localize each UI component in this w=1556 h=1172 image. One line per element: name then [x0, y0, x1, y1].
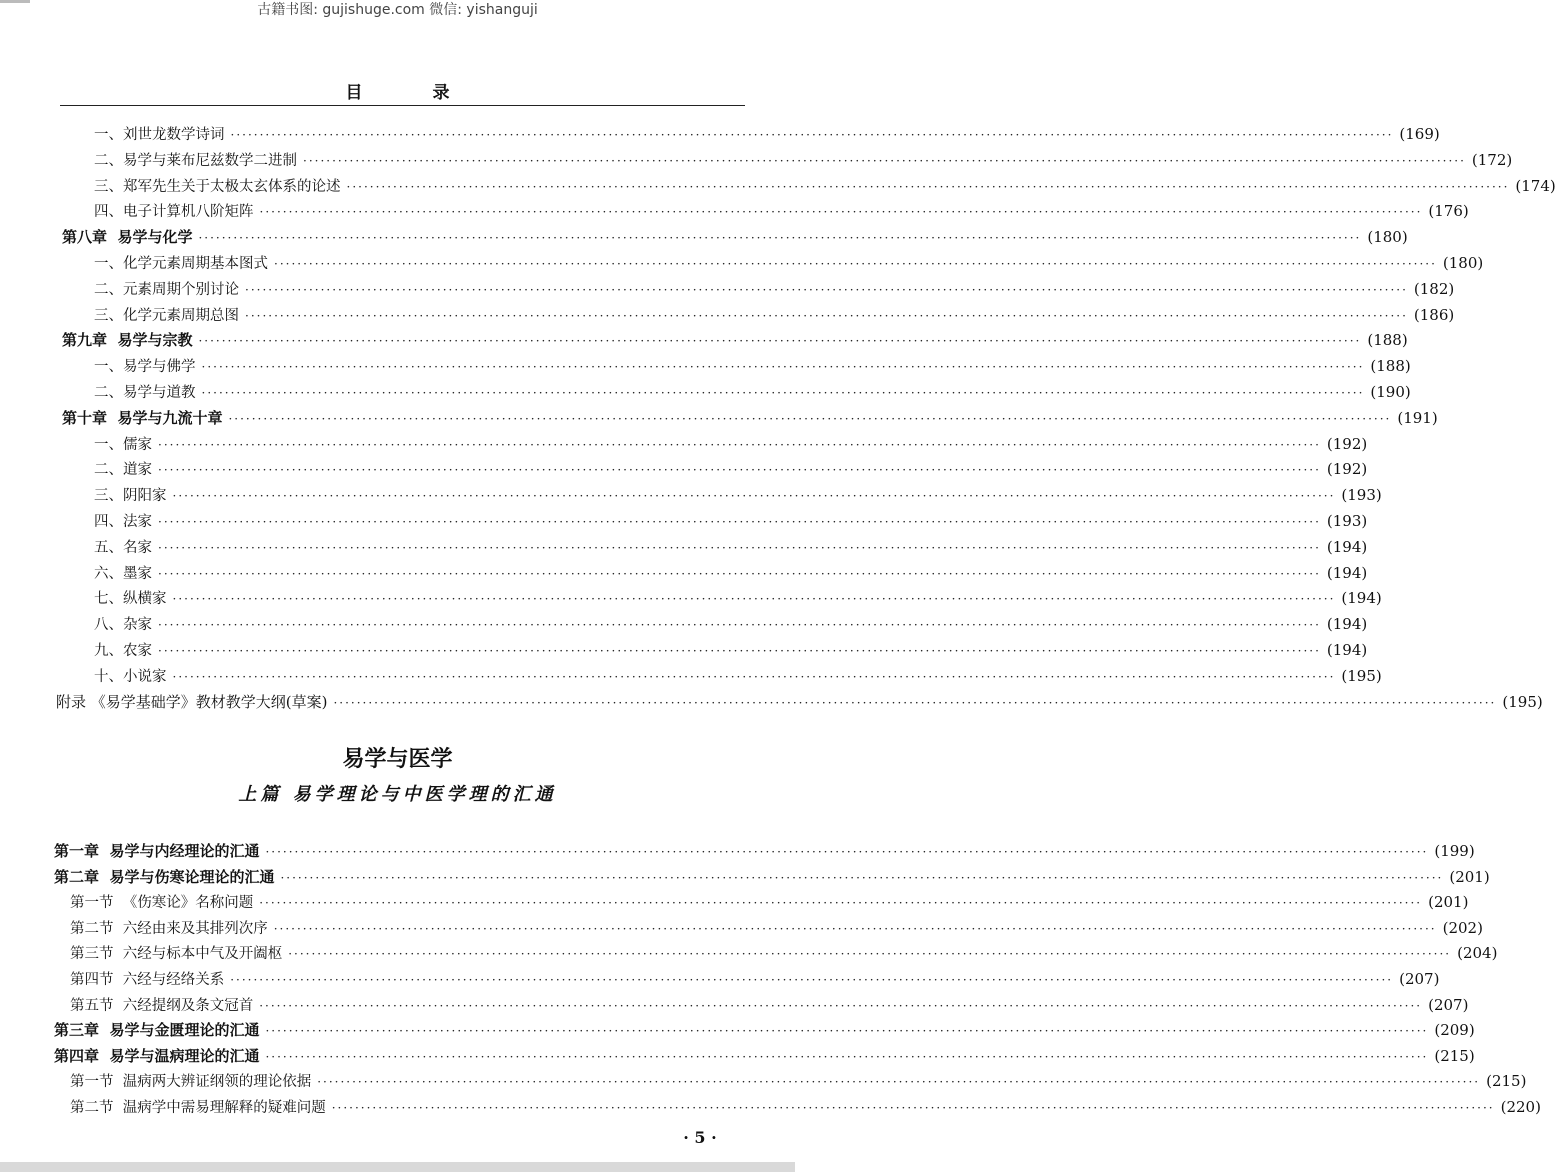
toc-entry — [70, 1068, 1527, 1094]
toc-entry — [94, 276, 1455, 302]
toc-entry-page: (202) — [1442, 918, 1483, 937]
toc-entry-page: (176) — [1428, 202, 1469, 221]
toc-entry-label: 十、小说家 — [94, 668, 167, 685]
part-title: 易学与医学 — [342, 746, 453, 772]
toc-entry-page: (204) — [1457, 944, 1498, 963]
toc-entry-label: 三、阴阳家 — [94, 488, 167, 505]
dot-leader: ········································································································································································································ — [259, 998, 1423, 1013]
toc-entry-page: (201) — [1428, 893, 1469, 912]
toc-entry — [94, 379, 1411, 405]
dot-leader: ········································································································································································································ — [265, 1049, 1429, 1064]
toc-entry-label: 七、纵横家 — [94, 591, 167, 608]
toc-entry-label: 第四章 易学与温病理论的汇通 — [54, 1046, 260, 1065]
toc-entry-label: 四、电子计算机八阶矩阵 — [94, 204, 254, 221]
toc-entry-page: (191) — [1397, 408, 1438, 427]
toc-entry — [70, 915, 1483, 941]
toc-entry-label: 六、墨家 — [94, 565, 152, 582]
toc-entry-label: 第三节 六经与标本中气及开阖枢 — [70, 946, 283, 963]
toc-entry-page: (194) — [1341, 589, 1382, 608]
dot-leader: ········································································································································································································ — [201, 360, 1365, 375]
toc-entry — [54, 838, 1475, 864]
dot-leader: ········································································································································································································ — [158, 644, 1321, 658]
toc-entry — [94, 560, 1368, 586]
toc-entry — [70, 1094, 1541, 1120]
toc-entry-page: (201) — [1449, 867, 1490, 886]
dot-leader: ········································································································································································································ — [198, 231, 1362, 246]
toc-entry-label: 四、法家 — [94, 514, 152, 530]
toc-entry — [94, 147, 1513, 173]
dot-leader: ········································································································································································································ — [245, 308, 1408, 323]
toc-entry-page: (209) — [1434, 1021, 1475, 1040]
dot-leader: ········································································································································································································ — [158, 437, 1321, 452]
toc-entry-label: 一、化学元素周期基本图式 — [94, 256, 268, 272]
toc-entry-page: (195) — [1502, 692, 1543, 711]
toc-entry — [94, 198, 1469, 224]
toc-entry-page: (192) — [1326, 460, 1368, 479]
page-number: · 5 · — [683, 1128, 717, 1147]
toc-entry — [94, 482, 1382, 508]
toc-entry — [94, 121, 1440, 147]
dot-leader: ········································································································································································································ — [230, 973, 1394, 987]
toc-entry-page: (194) — [1326, 641, 1368, 659]
toc-entry-page: (193) — [1326, 512, 1368, 530]
dot-leader: ········································································································································································································ — [331, 1101, 1495, 1115]
header-divider — [60, 105, 745, 106]
dot-leader: ········································································································································································································ — [172, 669, 1336, 684]
page-title: 目 录 — [345, 83, 482, 103]
toc-entry — [94, 637, 1368, 663]
dot-leader: ········································································································································································································ — [158, 463, 1321, 478]
toc-entry-label: 二、道家 — [94, 462, 152, 479]
toc-entry — [70, 940, 1498, 966]
toc-entry-label: 一、易学与佛学 — [94, 359, 196, 376]
toc-entry-label: 一、刘世龙数学诗词 — [94, 127, 225, 143]
scan-bottom-edge — [0, 1162, 795, 1172]
dot-leader: ········································································································································································································ — [198, 334, 1362, 349]
part-subtitle: 上篇 易学理论与中医学理的汇通 — [238, 784, 557, 805]
dot-leader: ········································································································································································································ — [265, 845, 1429, 859]
toc-entry-label: 二、易学与道教 — [94, 385, 196, 401]
toc-entry — [56, 689, 1543, 715]
toc-entry-page: (186) — [1413, 305, 1455, 324]
toc-entry — [94, 250, 1484, 276]
toc-entry-page: (190) — [1370, 383, 1411, 401]
toc-entry-page: (220) — [1500, 1098, 1541, 1116]
toc-entry-label: 三、郑军先生关于太极太玄体系的论述 — [94, 178, 341, 195]
toc-entry — [94, 663, 1382, 689]
dot-leader: ········································································································································································································ — [274, 257, 1437, 271]
dot-leader: ········································································································································································································ — [158, 515, 1321, 529]
toc-entry-label: 第二节 六经由来及其排列次序 — [70, 920, 268, 937]
toc-entry — [70, 992, 1469, 1018]
toc-entry-label: 九、农家 — [94, 643, 152, 659]
dot-leader: ········································································································································································································ — [228, 411, 1392, 426]
toc-entry-label: 第九章 易学与宗教 — [62, 331, 193, 350]
toc-entry-label: 附录 《易学基础学》教材教学大纲(草案) — [56, 692, 328, 711]
toc-entry — [62, 327, 1408, 353]
toc-entry — [62, 224, 1408, 250]
dot-leader: ········································································································································································································ — [158, 618, 1321, 633]
toc-entry-page: (193) — [1341, 486, 1382, 505]
toc-entry-page: (207) — [1428, 995, 1469, 1014]
toc-entry — [94, 353, 1411, 379]
toc-entry-page: (182) — [1413, 279, 1455, 298]
dot-leader: ········································································································································································································ — [346, 179, 1510, 194]
toc-entry-page: (194) — [1326, 563, 1368, 582]
toc-entry-page: (188) — [1370, 357, 1411, 376]
dot-leader: ········································································································································································································ — [303, 153, 1466, 168]
dot-leader: ········································································································································································································ — [172, 592, 1336, 607]
toc-entry-page: (192) — [1326, 434, 1368, 453]
toc-entry — [94, 585, 1382, 611]
toc-entry-page: (174) — [1515, 176, 1556, 195]
dot-leader: ········································································································································································································ — [259, 896, 1423, 911]
dot-leader: ········································································································································································································ — [158, 540, 1321, 555]
toc-entry-page: (180) — [1367, 228, 1408, 247]
toc-entry — [54, 1043, 1475, 1069]
toc-entry — [54, 864, 1490, 890]
dot-leader: ········································································································································································································ — [172, 489, 1336, 504]
watermark-text: 古籍书图: gujishuge.com 微信: yishanguji — [257, 2, 538, 18]
toc-entry-page: (215) — [1486, 1072, 1527, 1091]
toc-entry — [94, 534, 1368, 560]
toc-entry-page: (180) — [1442, 254, 1484, 272]
toc-entry-page: (215) — [1434, 1046, 1475, 1065]
toc-entry-label: 三、化学元素周期总图 — [94, 307, 239, 324]
toc-entry — [54, 1017, 1475, 1043]
toc-entry-label: 第四节 六经与经络关系 — [70, 972, 225, 988]
toc-entry-label: 第十章 易学与九流十章 — [62, 408, 223, 427]
toc-entry — [70, 889, 1469, 915]
toc-entry-page: (194) — [1326, 537, 1368, 556]
dot-leader: ········································································································································································································ — [265, 1024, 1429, 1039]
dot-leader: ········································································································································································································ — [273, 921, 1437, 936]
dot-leader: ········································································································································································································ — [230, 128, 1394, 142]
toc-entry-label: 五、名家 — [94, 539, 152, 556]
toc-entry-label: 第八章 易学与化学 — [62, 228, 193, 247]
toc-entry — [94, 611, 1368, 637]
dot-leader: ········································································································································································································ — [333, 695, 1497, 710]
toc-entry — [94, 456, 1368, 482]
toc-entry — [62, 405, 1438, 431]
toc-entry-page: (207) — [1399, 970, 1440, 988]
dot-leader: ········································································································································································································ — [280, 870, 1444, 885]
toc-entry-page: (169) — [1399, 125, 1440, 143]
toc-entry-label: 第一节 《伤寒论》名称问题 — [70, 895, 254, 912]
toc-entry-label: 第一章 易学与内经理论的汇通 — [54, 842, 260, 860]
dot-leader: ········································································································································································································ — [245, 282, 1408, 297]
toc-entry — [94, 302, 1455, 328]
dot-leader: ········································································································································································································ — [317, 1075, 1481, 1090]
toc-entry — [70, 966, 1440, 992]
toc-entry-page: (195) — [1341, 666, 1382, 685]
dot-leader: ········································································································································································································ — [201, 386, 1365, 400]
toc-entry-page: (188) — [1367, 331, 1408, 350]
toc-entry-label: 一、儒家 — [94, 436, 152, 453]
dot-leader: ········································································································································································································ — [259, 205, 1423, 220]
toc-entry-page: (172) — [1471, 150, 1513, 169]
toc-entry-label: 八、杂家 — [94, 617, 152, 634]
dot-leader: ········································································································································································································ — [158, 566, 1321, 581]
toc-entry-label: 第二节 温病学中需易理解释的疑难问题 — [70, 1100, 326, 1116]
toc-entry-label: 第二章 易学与伤寒论理论的汇通 — [54, 867, 275, 886]
toc-entry-label: 二、元素周期个别讨论 — [94, 281, 239, 298]
toc-entry-page: (194) — [1326, 615, 1368, 634]
toc-entry — [94, 431, 1368, 457]
toc-entry — [94, 173, 1556, 199]
toc-entry — [94, 508, 1368, 534]
toc-entry-label: 第三章 易学与金匮理论的汇通 — [54, 1021, 260, 1040]
toc-entry-label: 二、易学与莱布尼兹数学二进制 — [94, 152, 297, 169]
toc-entry-label: 第五节 六经提纲及条文冠首 — [70, 997, 254, 1014]
toc-entry-page: (199) — [1434, 842, 1475, 860]
toc-entry-label: 第一节 温病两大辨证纲领的理论依据 — [70, 1074, 312, 1091]
dot-leader: ········································································································································································································ — [288, 947, 1452, 962]
